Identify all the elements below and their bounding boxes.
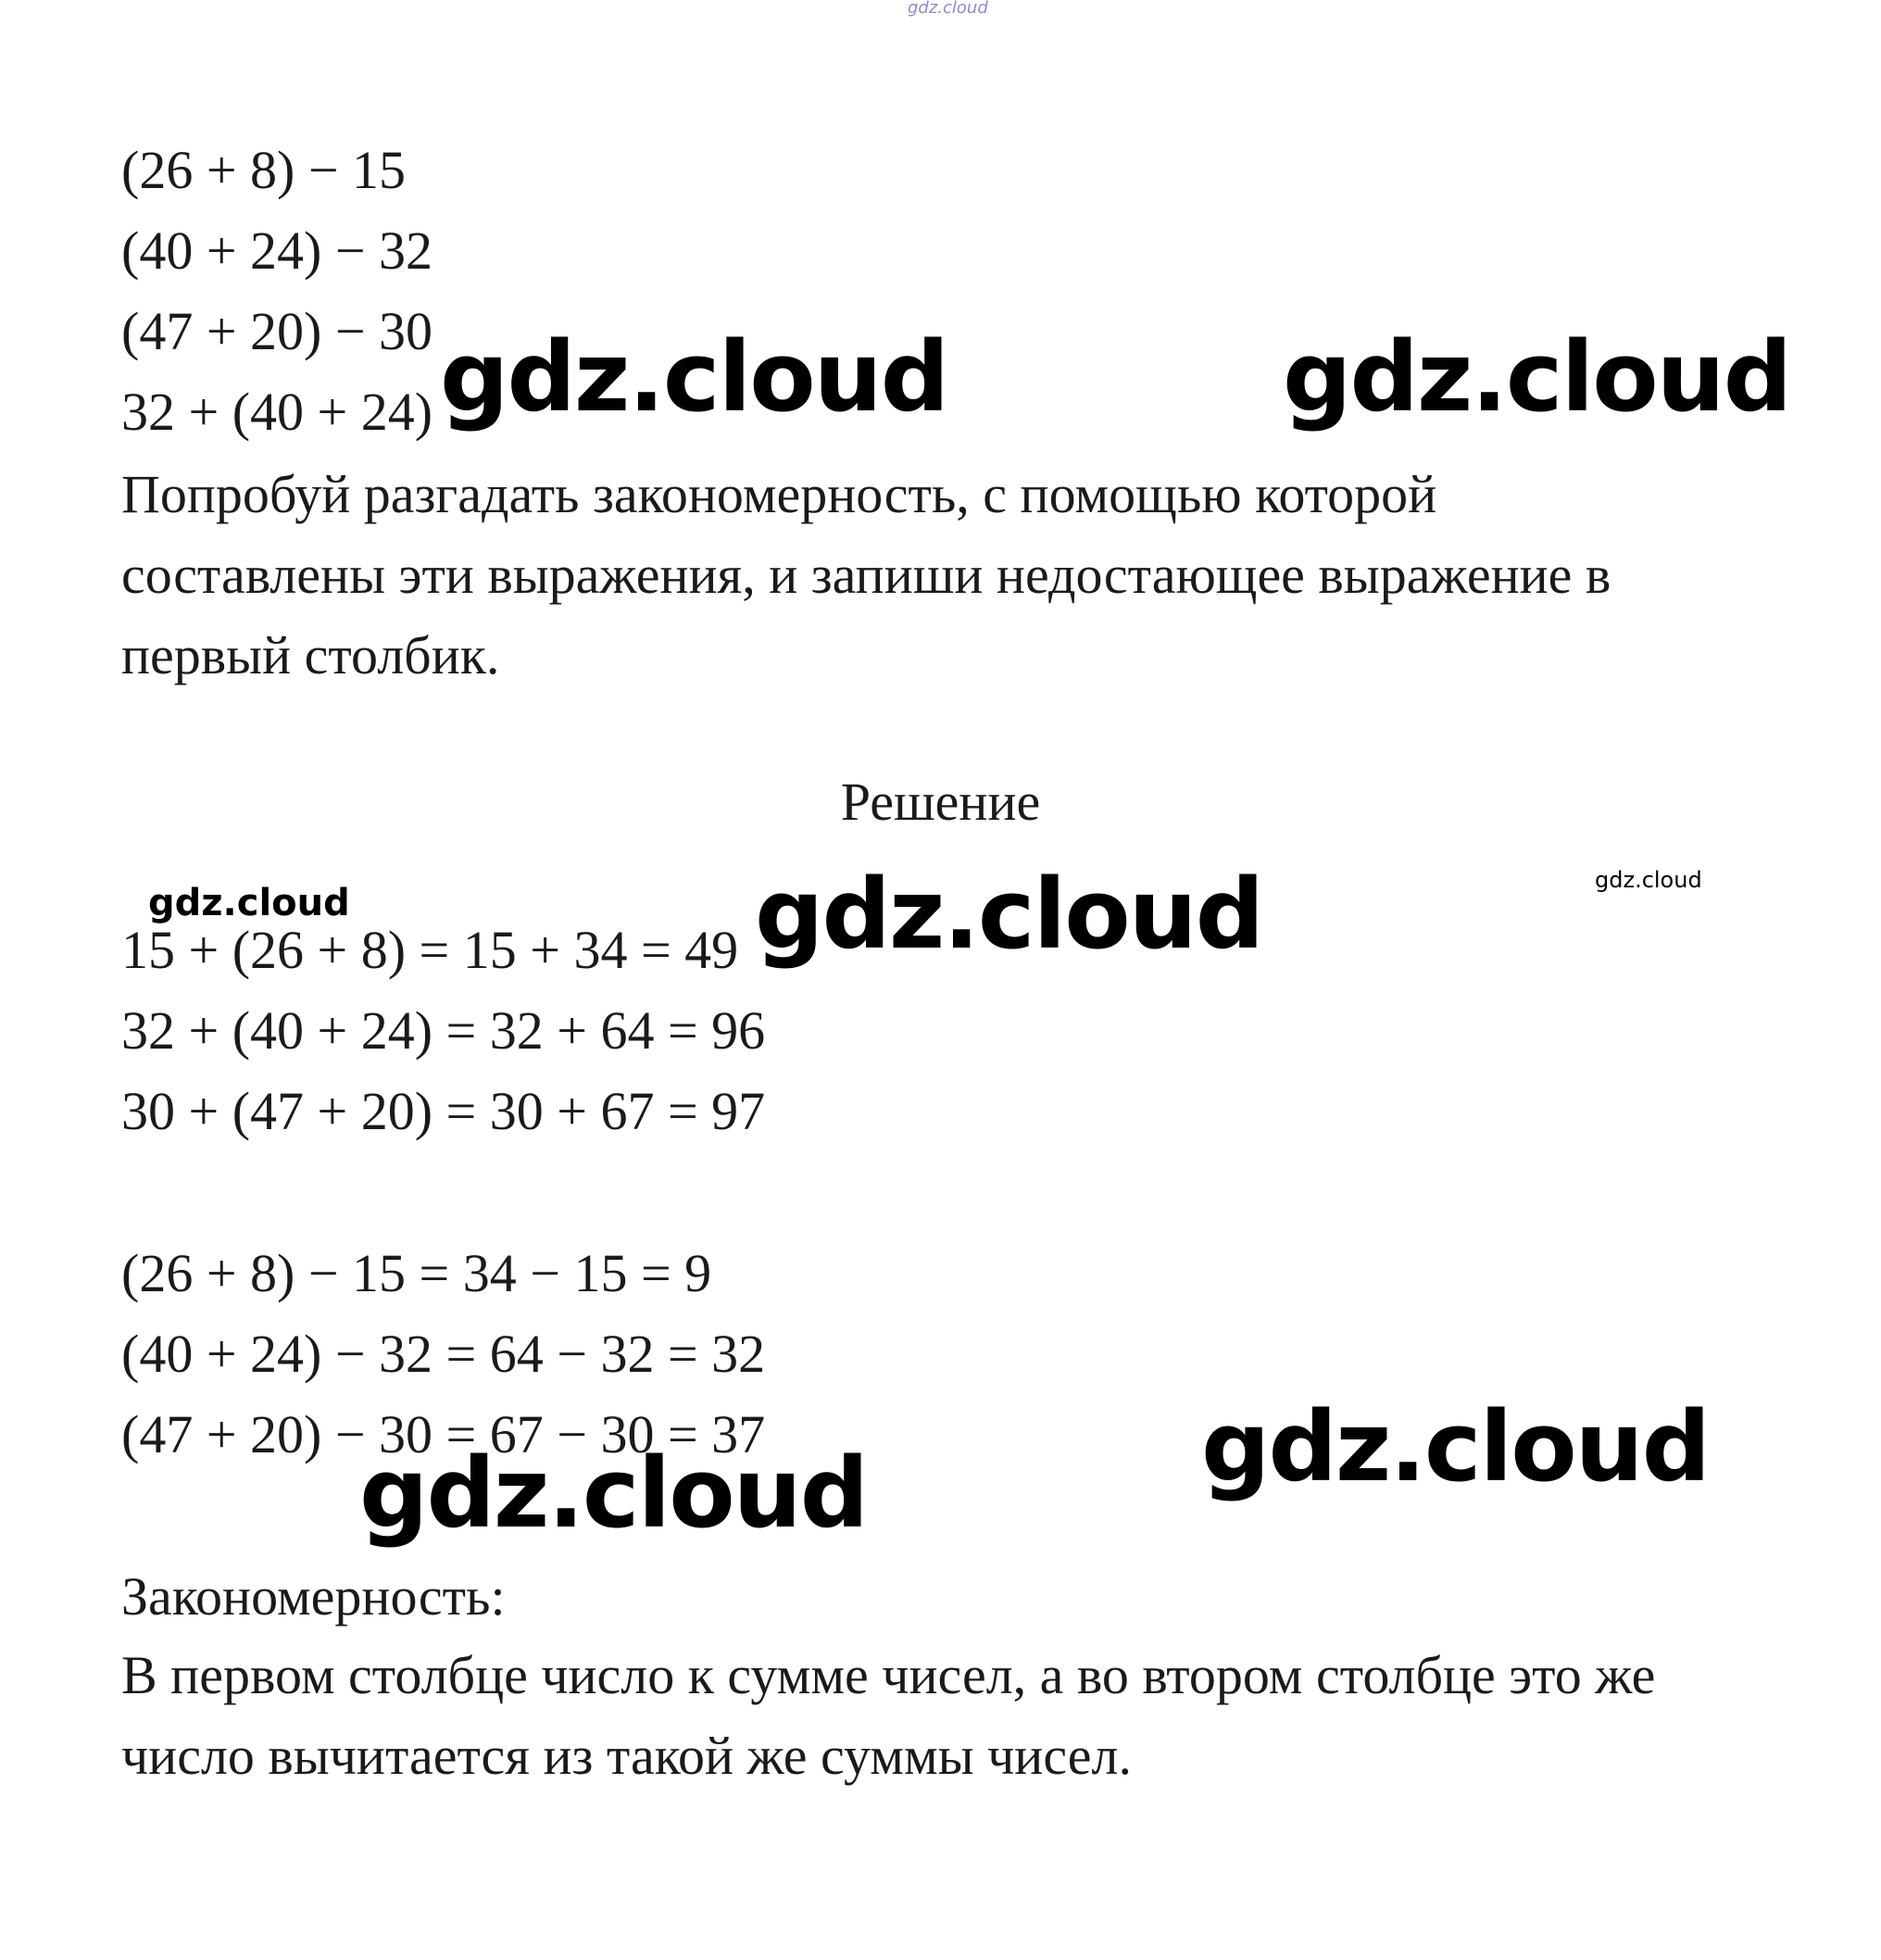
- instruction-line-3: первый столбик.: [121, 625, 500, 685]
- pattern-explanation: [121, 1635, 1770, 1796]
- pattern-label: Закономерность:: [121, 1566, 506, 1627]
- solution-heading: Решение: [840, 772, 1041, 832]
- problem-expression-2: (40 + 24) − 32: [121, 220, 433, 281]
- problem-expression-4: 32 + (40 + 24): [121, 382, 433, 442]
- instruction-line-2: составлены эти выражения, и запиши недостающее выражение в: [121, 545, 1611, 605]
- watermark-6: gdz.cloud: [1201, 1390, 1710, 1503]
- second-column-line-3: (47 + 20) − 30 = 67 − 30 = 37: [121, 1404, 766, 1464]
- pattern-line-1: В первом столбце число к сумме чисел, а во втором столбце это же: [121, 1645, 1656, 1705]
- first-column-line-2: 32 + (40 + 24) = 32 + 64 = 96: [121, 1000, 766, 1061]
- problem-expression-1: (26 + 8) − 15: [121, 140, 407, 200]
- watermark-3: gdz.cloud: [148, 882, 350, 924]
- watermark-2: gdz.cloud: [1283, 320, 1791, 433]
- problem-expression-3: (47 + 20) − 30: [121, 301, 433, 361]
- second-column-line-1: (26 + 8) − 15 = 34 − 15 = 9: [121, 1243, 712, 1303]
- second-column-line-2: (40 + 24) − 32 = 64 − 32 = 32: [121, 1324, 766, 1384]
- watermark-5: gdz.cloud: [1595, 867, 1702, 893]
- instruction-line-1: Попробуй разгадать закономерность, с помощью которой: [121, 464, 1437, 524]
- first-column-line-3: 30 + (47 + 20) = 30 + 67 = 97: [121, 1081, 766, 1141]
- pattern-line-2: число вычитается из такой же суммы чисел.: [121, 1726, 1132, 1786]
- watermark-4: gdz.cloud: [755, 858, 1263, 971]
- watermark-1: gdz.cloud: [440, 320, 948, 433]
- watermark-7: gdz.cloud: [359, 1437, 868, 1550]
- problem-instruction: [121, 454, 1770, 696]
- first-column-line-1: 15 + (26 + 8) = 15 + 34 = 49: [121, 920, 739, 980]
- watermark-top: gdz.cloud: [908, 0, 988, 18]
